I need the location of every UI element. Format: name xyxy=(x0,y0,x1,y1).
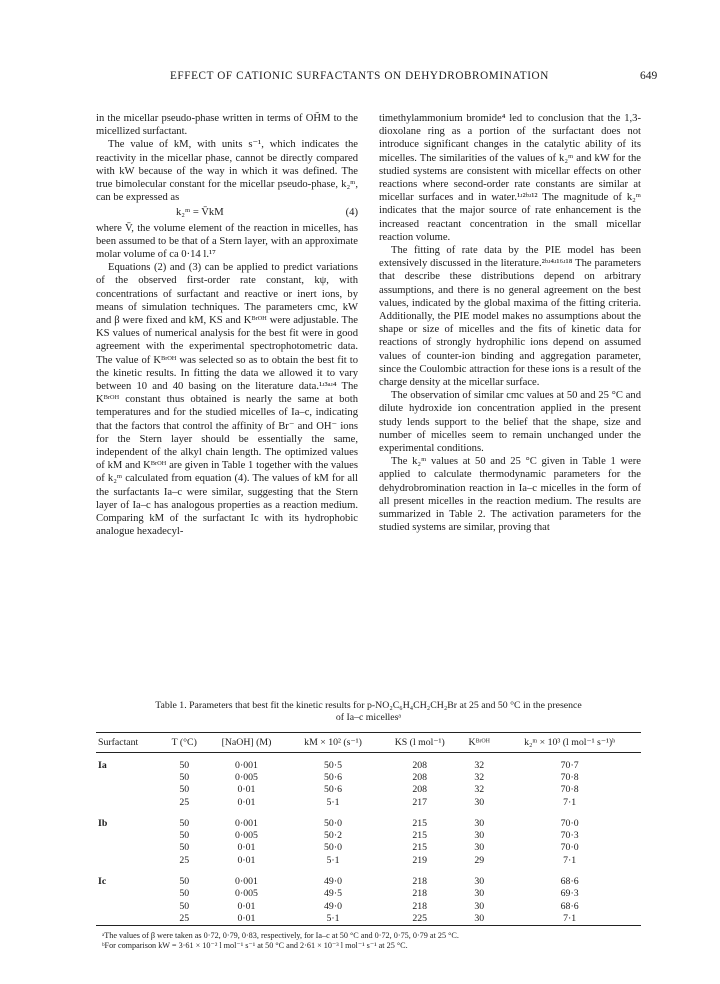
surfactant-cell xyxy=(96,888,162,900)
surfactant-cell xyxy=(96,771,162,783)
table-cell: 208 xyxy=(412,759,428,771)
table-cell: 50 xyxy=(179,759,190,771)
table-cell: 70·0 xyxy=(560,842,579,854)
paragraph: timethylammonium bromide⁴ led to conclusion that the 1,3-dioxolane ring as a portion of the surfactant does not introduce significant changes in the catalytic ability of its micelles. The similarities of the values of k₂ᵐ and kW for the studied systems are consistent with micellar effects on other reactions where second-order rate constants are similar at micellar surfaces and in water.¹ʴ²ᵇʴ¹² The magnitude of k₂ᵐ indicates that the major source of rate enhancement is the increased reactant concentration in the small micellar reaction volume. xyxy=(379,113,641,243)
table-row xyxy=(96,888,641,900)
table-cell: 0·01 xyxy=(237,900,256,912)
group-spacer xyxy=(96,808,641,817)
table-cell: 50 xyxy=(179,900,190,912)
table-cell: 0·001 xyxy=(235,759,258,771)
table-cell: 49·0 xyxy=(324,900,342,912)
paragraph: The fitting of rate data by the PIE model has been extensively discussed in the literature.²ᵇʴ⁴ʴ¹⁶ʴ¹⁸ The parameters that describe these distributions depend on arbitrary assumptions, and there is no general agreement on the best values, indicated by the global maxima of the fitting criteria. Additionally, the PIE model makes no assumptions about the shape or size of micelles and the fits of kinetic data for reactions of strongly hydrophilic ions depend on assumed values of counter-ion binding and aggregation parameter, since the Coulombic attraction for these ions is a result of the charge density at the micellar surface. xyxy=(379,245,641,389)
table-1 xyxy=(96,700,641,952)
table-cell: 50 xyxy=(179,888,190,900)
table-cell: 25 xyxy=(179,796,190,808)
table-cell: 50·0 xyxy=(324,842,342,854)
surfactant-cell xyxy=(96,796,162,808)
table-cell: 30 xyxy=(474,817,485,829)
table-cell: 218 xyxy=(412,876,428,888)
table-cell: 32 xyxy=(474,784,485,796)
table-cell: 30 xyxy=(474,876,485,888)
table-cell: 50·6 xyxy=(324,784,342,796)
table-cell: 7·1 xyxy=(563,912,577,924)
table-cell: 7·1 xyxy=(563,796,577,808)
table-footnotes xyxy=(96,931,641,952)
table-cell: 0·01 xyxy=(237,784,256,796)
table-cell: 25 xyxy=(179,854,190,866)
surfactant-cell xyxy=(96,912,162,925)
table-cell: 208 xyxy=(412,784,428,796)
table-cell: 68·6 xyxy=(560,876,579,888)
table-cell: 70·0 xyxy=(560,817,579,829)
equation-text: k₂ᵐ = V̄kM xyxy=(176,207,224,219)
paragraph: Equations (2) and (3) can be applied to predict variations of the observed first-order rate constant, kψ, with concentrations of surfactant and reactive or inert ions, by means of simulation techniques. The parameters cmc, kW and β were fixed and kM, KS and Kᴮʳᴼᴴ were adjustable. The KS values of numerical analysis for the best fit were in good agreement with the experimental spectrophotometric data. The value of Kᴮʳᴼᴴ was selected so as to obtain the best fit to the kinetic results. In fitting the data we allowed it to vary between 10 and 40 basing on the literature data.¹ʴ³ᵃʴ⁴ The Kᴮʳᴼᴴ constant thus obtained is nearly the same at both temperatures and for the studied micelles of Ia–c, indicating that the factors that control the affinity of Br⁻ and OH⁻ ions for the Stern layer should be essentially the same, independent of the alkyl chain length. The optimized values of kM and Kᴮʳᴼᴴ are given in Table 1 together with the values of k₂ᵐ calculated from equation (4). The values of kM for all the surfactants Ia–c were similar, suggesting that the Stern layer of Ia–c has analogous properties as a reaction medium. Comparing kM of the surfactant Ic with its hydrophobic analogue hexadecyl- xyxy=(96,262,358,538)
table-cell: 49·0 xyxy=(324,876,342,888)
surfactant-cell: Ic xyxy=(98,876,107,888)
table-cell: 50·6 xyxy=(324,771,342,783)
table-row xyxy=(96,796,641,808)
footnote-a: ᵃThe values of β were taken as 0·72, 0·79, 0·83, respectively, for Ia–c at 50 °C and 0·72, 0·75, 0·79 at 25 °C. xyxy=(102,930,459,940)
table-cell: 5·1 xyxy=(326,912,340,924)
table-cell: 0·01 xyxy=(237,796,256,808)
table-cell: 218 xyxy=(412,900,428,912)
table-cell: 0·005 xyxy=(235,830,258,842)
column-header: Kᴮʳᴼᴴ xyxy=(468,737,490,748)
table-row xyxy=(96,875,641,887)
table-cell: 0·01 xyxy=(237,842,256,854)
table-cell: 70·3 xyxy=(560,830,579,842)
table-cell: 49·5 xyxy=(324,888,342,900)
surfactant-cell xyxy=(96,900,162,912)
table-cell: 50 xyxy=(179,784,190,796)
table-cell: 50 xyxy=(179,830,190,842)
column-header: [NaOH] (M) xyxy=(221,737,272,748)
table-cell: 30 xyxy=(474,912,485,924)
table-caption xyxy=(96,700,641,724)
column-header: T (°C) xyxy=(171,737,197,748)
table-cell: 0·005 xyxy=(235,888,258,900)
right-column xyxy=(379,112,641,535)
table-cell: 50 xyxy=(179,817,190,829)
table-cell: 70·7 xyxy=(560,759,579,771)
paragraph: where V̄, the volume element of the reaction in micelles, has been assumed to be that of a Stern layer, with an approximate molar volume of ca 0·14 l.¹⁷ xyxy=(96,222,358,261)
table-cell: 29 xyxy=(474,854,485,866)
table-cell: 0·001 xyxy=(235,817,258,829)
table-cell: 50·5 xyxy=(324,759,342,771)
table-row xyxy=(96,912,641,925)
left-column xyxy=(96,112,358,539)
table-row xyxy=(96,829,641,841)
surfactant-cell: Ia xyxy=(98,759,107,771)
table-cell: 0·01 xyxy=(237,854,256,866)
column-header: k₂ᵐ × 10³ (l mol⁻¹ s⁻¹)ᵇ xyxy=(524,737,616,748)
table-cell: 70·8 xyxy=(560,784,579,796)
surfactant-cell: Ib xyxy=(98,817,108,829)
table-row xyxy=(96,753,641,772)
table-row xyxy=(96,900,641,912)
page-number: 649 xyxy=(640,70,658,82)
table-cell: 70·8 xyxy=(560,771,579,783)
table-cell: 50 xyxy=(179,771,190,783)
running-title: EFFECT OF CATIONIC SURFACTANTS ON DEHYDROBROMINATION xyxy=(170,70,549,82)
surfactant-cell xyxy=(96,784,162,796)
table-cell: 25 xyxy=(179,912,190,924)
caption-line: of Ia–c micellesᵃ xyxy=(335,712,402,723)
group-spacer xyxy=(96,866,641,875)
table-cell: 225 xyxy=(412,912,428,924)
paragraph: in the micellar pseudo-phase written in terms of OH̃M to the micellized surfactant. xyxy=(96,113,358,138)
table-row xyxy=(96,784,641,796)
table-cell: 219 xyxy=(412,854,428,866)
table-cell: 0·001 xyxy=(235,876,258,888)
table-cell: 217 xyxy=(412,796,428,808)
table-cell: 30 xyxy=(474,842,485,854)
footnote-b: ᵇFor comparison kW = 3·61 × 10⁻² l mol⁻¹ s⁻¹ at 50 °C and 2·61 × 10⁻³ l mol⁻¹ s⁻¹ at 25 °C. xyxy=(102,941,408,951)
equation-number: (4) xyxy=(345,207,358,219)
table-cell: 7·1 xyxy=(563,854,577,866)
header-row xyxy=(96,733,641,753)
table-cell: 50·0 xyxy=(324,817,342,829)
table-cell: 5·1 xyxy=(326,854,340,866)
table-cell: 0·01 xyxy=(237,912,256,924)
equation-4 xyxy=(96,204,358,221)
table-body xyxy=(96,753,641,926)
table-cell: 30 xyxy=(474,830,485,842)
page-header xyxy=(0,70,720,86)
table-cell: 68·6 xyxy=(560,900,579,912)
table-row xyxy=(96,842,641,854)
data-table xyxy=(96,732,641,928)
table-cell: 5·1 xyxy=(326,796,340,808)
table-cell: 30 xyxy=(474,796,485,808)
table-cell: 50 xyxy=(179,842,190,854)
surfactant-cell xyxy=(96,829,162,841)
table-cell: 30 xyxy=(474,900,485,912)
column-header: KS (l mol⁻¹) xyxy=(394,737,445,748)
table-row xyxy=(96,854,641,866)
table-cell: 50·2 xyxy=(324,830,342,842)
table-row xyxy=(96,817,641,829)
table-cell: 30 xyxy=(474,888,485,900)
table-cell: 208 xyxy=(412,771,428,783)
column-header: Surfactant xyxy=(98,737,139,748)
paragraph: The k₂ᵐ values at 50 and 25 °C given in Table 1 were applied to calculate thermodynamic parameters for the dehydrobromination reaction in Ia–c micelles in the form of all present micelles in the reaction medium. The results are summarized in Table 2. The activation parameters for the studied systems are similar, proving that xyxy=(379,456,641,534)
table-cell: 69·3 xyxy=(560,888,579,900)
table-cell: 0·005 xyxy=(235,771,258,783)
caption-line: Table 1. Parameters that best fit the kinetic results for p-NO₂C₆H₄CH₂CH₂Br at 25 and 50 °C in the presence xyxy=(155,700,582,711)
paragraph: The observation of similar cmc values at 50 and 25 °C and dilute hydroxide ion concentration applied in the present study lends support to the belief that the shape, size and number of micelles seem to remain unchanged under the experimental conditions. xyxy=(379,390,641,455)
table-cell: 32 xyxy=(474,771,485,783)
paragraph: The value of kM, with units s⁻¹, which indicates the reactivity in the micellar phase, cannot be directly compared with kW because of the way in which it was defined. The true bimolecular constant for the micellar pseudo-phase, k₂ᵐ, can be expressed as xyxy=(96,139,358,204)
table-cell: 32 xyxy=(474,759,485,771)
table-cell: 50 xyxy=(179,876,190,888)
table-cell: 215 xyxy=(412,842,428,854)
table-row xyxy=(96,771,641,783)
surfactant-cell xyxy=(96,854,162,866)
surfactant-cell xyxy=(96,842,162,854)
table-cell: 218 xyxy=(412,888,428,900)
table-cell: 215 xyxy=(412,830,428,842)
table-cell: 215 xyxy=(412,817,428,829)
column-header: kM × 10² (s⁻¹) xyxy=(304,737,362,748)
